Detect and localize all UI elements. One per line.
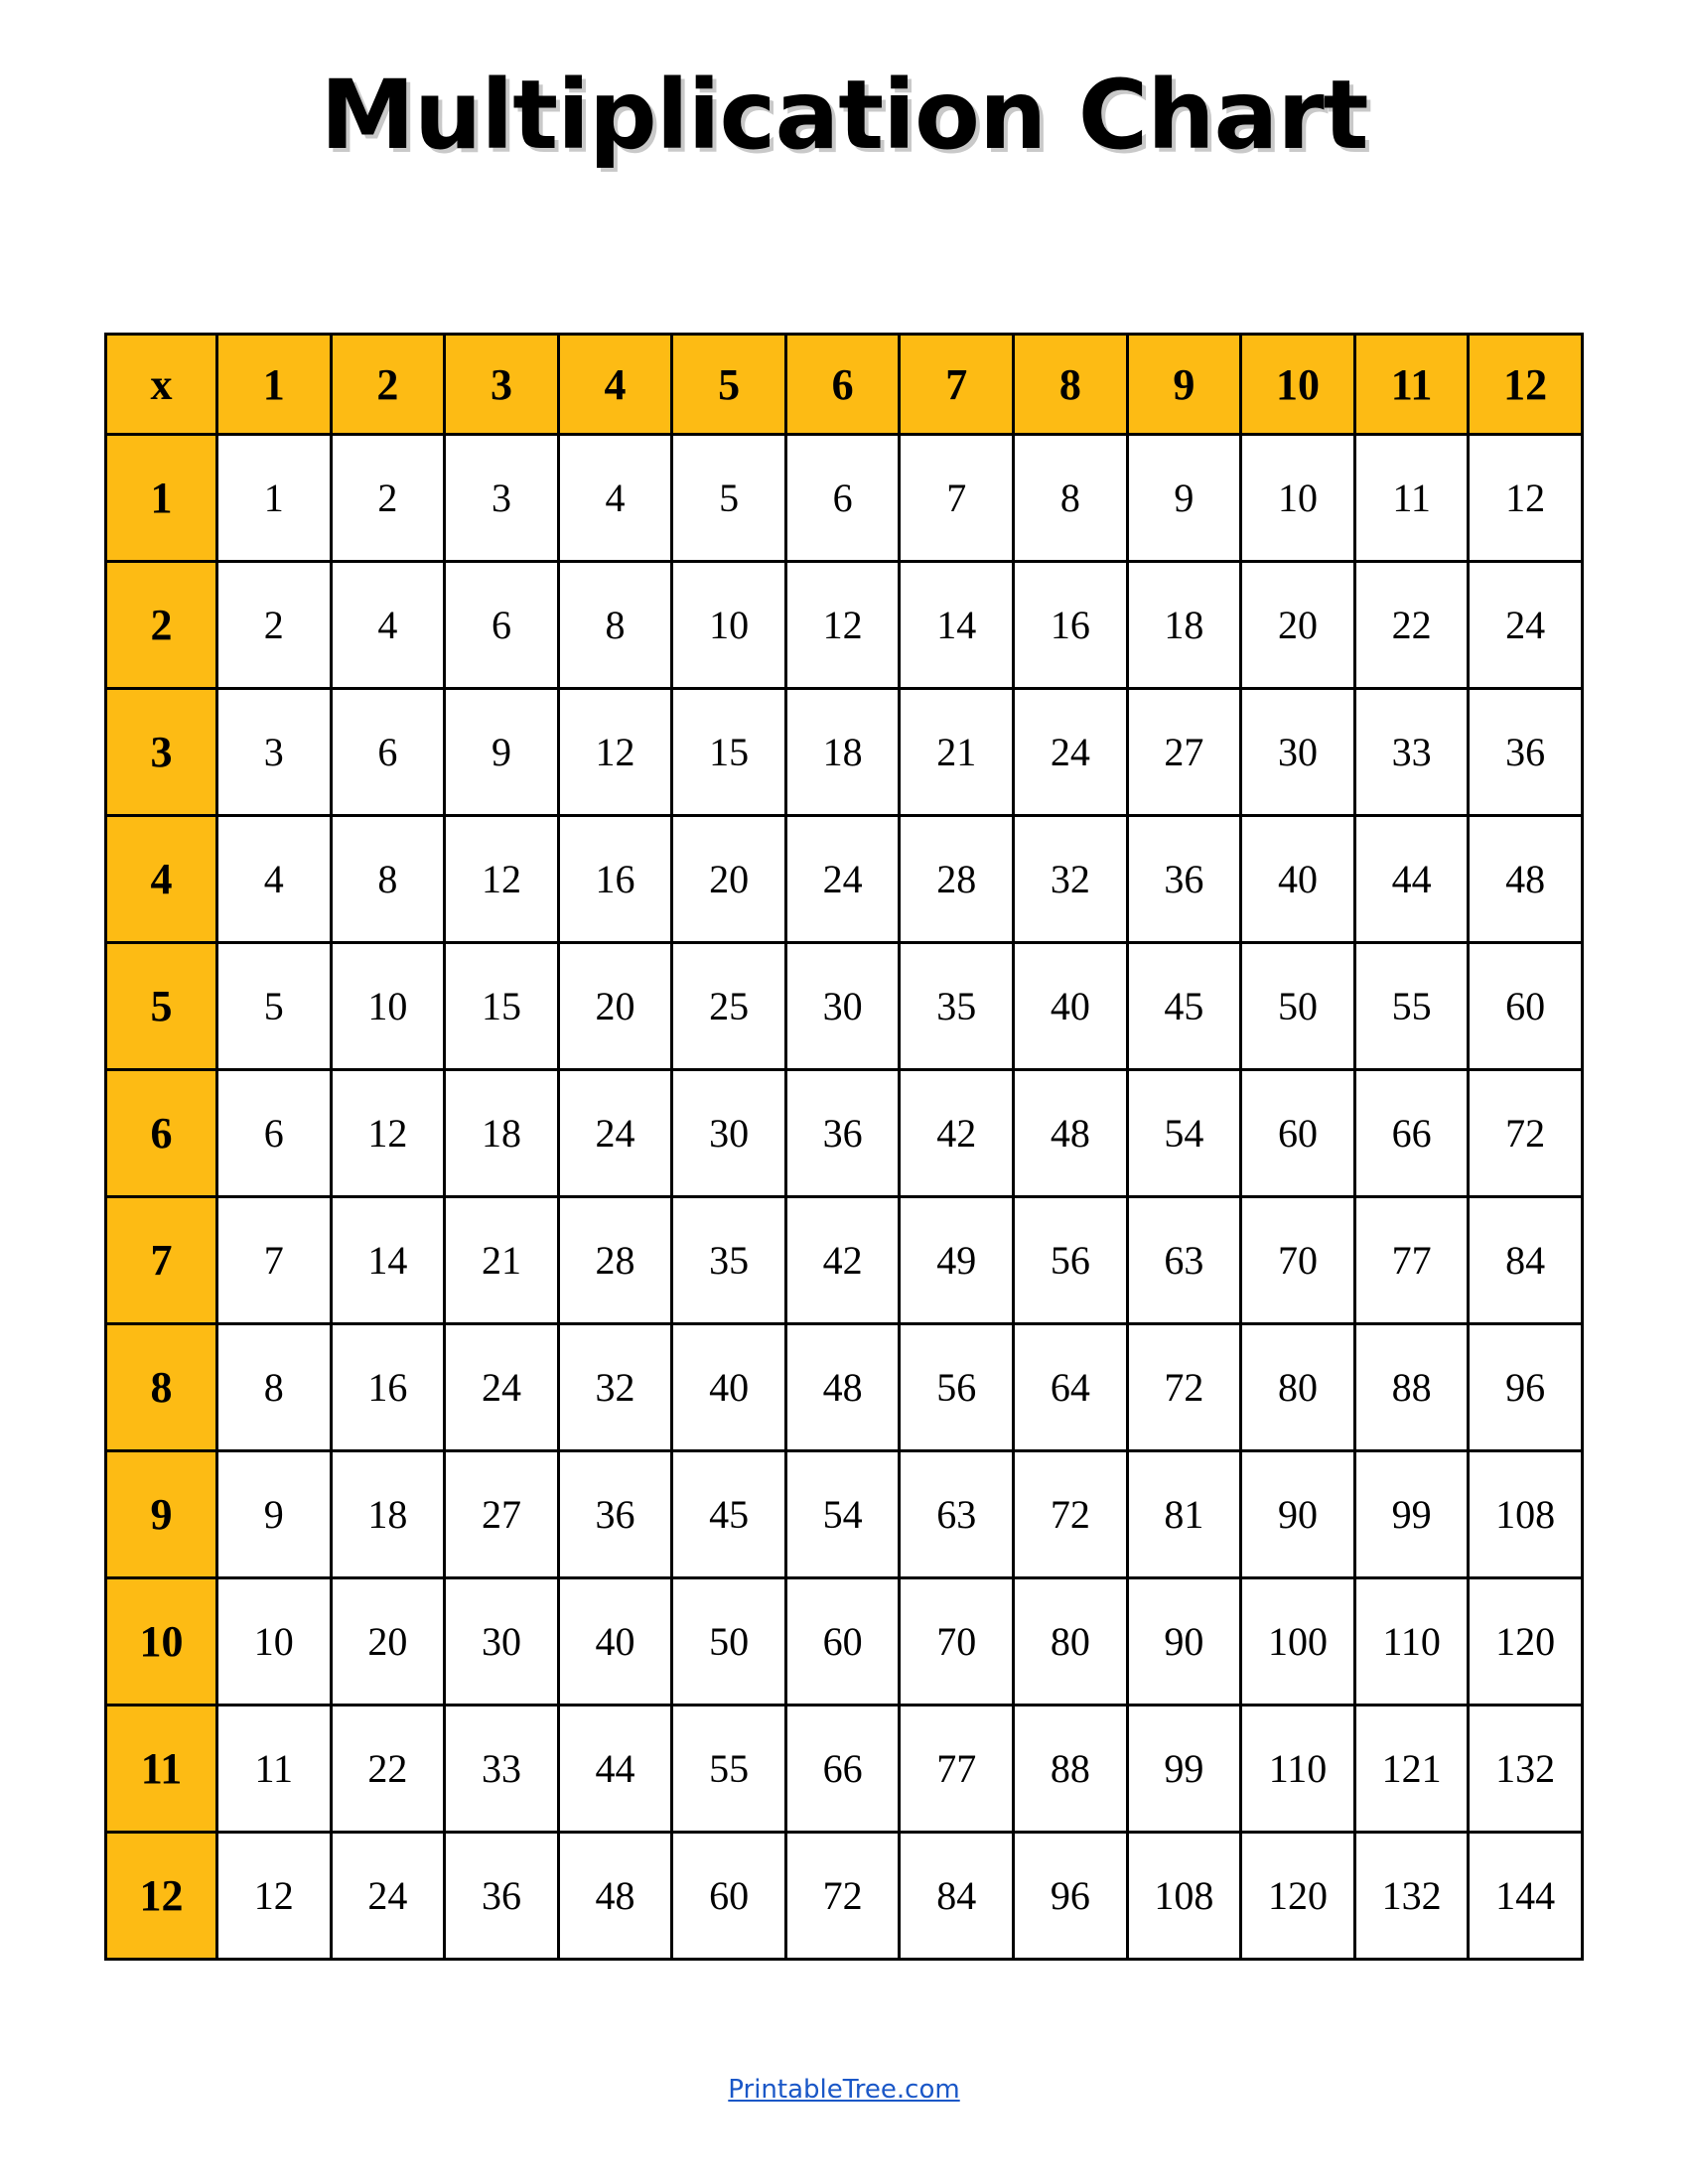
product-cell: 120 <box>1469 1578 1583 1706</box>
table-row <box>106 1324 1583 1451</box>
product-cell: 12 <box>331 1070 445 1197</box>
row-header: 9 <box>106 1451 217 1578</box>
product-cell: 132 <box>1469 1706 1583 1833</box>
product-cell: 100 <box>1241 1578 1355 1706</box>
table-row <box>106 1706 1583 1833</box>
product-cell: 21 <box>445 1197 559 1324</box>
product-cell: 42 <box>900 1070 1014 1197</box>
column-header: 1 <box>217 335 332 435</box>
table-row <box>106 689 1583 816</box>
product-cell: 44 <box>1354 816 1469 943</box>
product-cell: 84 <box>900 1833 1014 1960</box>
product-cell: 55 <box>1354 943 1469 1070</box>
product-cell: 15 <box>672 689 786 816</box>
product-cell: 72 <box>1469 1070 1583 1197</box>
product-cell: 72 <box>1014 1451 1128 1578</box>
product-cell: 90 <box>1241 1451 1355 1578</box>
product-cell: 80 <box>1014 1578 1128 1706</box>
column-header: 9 <box>1127 335 1241 435</box>
product-cell: 54 <box>1127 1070 1241 1197</box>
product-cell: 24 <box>1469 562 1583 689</box>
multiplication-table-container <box>104 333 1584 1961</box>
product-cell: 63 <box>900 1451 1014 1578</box>
product-cell: 45 <box>1127 943 1241 1070</box>
product-cell: 27 <box>1127 689 1241 816</box>
product-cell: 35 <box>900 943 1014 1070</box>
product-cell: 8 <box>331 816 445 943</box>
table-row <box>106 1070 1583 1197</box>
row-header: 7 <box>106 1197 217 1324</box>
product-cell: 110 <box>1241 1706 1355 1833</box>
product-cell: 5 <box>672 435 786 562</box>
product-cell: 88 <box>1014 1706 1128 1833</box>
product-cell: 6 <box>331 689 445 816</box>
product-cell: 24 <box>1014 689 1128 816</box>
product-cell: 20 <box>331 1578 445 1706</box>
product-cell: 77 <box>900 1706 1014 1833</box>
column-header: 12 <box>1469 335 1583 435</box>
source-link[interactable]: PrintableTree.com <box>728 2075 960 2105</box>
product-cell: 144 <box>1469 1833 1583 1960</box>
product-cell: 66 <box>785 1706 900 1833</box>
row-header: 10 <box>106 1578 217 1706</box>
column-header: 4 <box>558 335 672 435</box>
product-cell: 108 <box>1469 1451 1583 1578</box>
product-cell: 33 <box>1354 689 1469 816</box>
product-cell: 60 <box>1469 943 1583 1070</box>
product-cell: 12 <box>445 816 559 943</box>
row-header: 3 <box>106 689 217 816</box>
product-cell: 54 <box>785 1451 900 1578</box>
product-cell: 44 <box>558 1706 672 1833</box>
product-cell: 20 <box>672 816 786 943</box>
product-cell: 24 <box>558 1070 672 1197</box>
product-cell: 20 <box>1241 562 1355 689</box>
product-cell: 33 <box>445 1706 559 1833</box>
product-cell: 42 <box>785 1197 900 1324</box>
product-cell: 4 <box>217 816 332 943</box>
product-cell: 12 <box>785 562 900 689</box>
product-cell: 70 <box>900 1578 1014 1706</box>
product-cell: 10 <box>331 943 445 1070</box>
product-cell: 80 <box>1241 1324 1355 1451</box>
product-cell: 88 <box>1354 1324 1469 1451</box>
product-cell: 45 <box>672 1451 786 1578</box>
product-cell: 96 <box>1014 1833 1128 1960</box>
table-corner-cell: x <box>106 335 217 435</box>
product-cell: 121 <box>1354 1706 1469 1833</box>
row-header: 12 <box>106 1833 217 1960</box>
product-cell: 9 <box>217 1451 332 1578</box>
product-cell: 63 <box>1127 1197 1241 1324</box>
product-cell: 84 <box>1469 1197 1583 1324</box>
product-cell: 70 <box>1241 1197 1355 1324</box>
product-cell: 48 <box>1014 1070 1128 1197</box>
product-cell: 18 <box>1127 562 1241 689</box>
product-cell: 35 <box>672 1197 786 1324</box>
product-cell: 49 <box>900 1197 1014 1324</box>
product-cell: 55 <box>672 1706 786 1833</box>
product-cell: 40 <box>672 1324 786 1451</box>
product-cell: 16 <box>1014 562 1128 689</box>
product-cell: 6 <box>217 1070 332 1197</box>
product-cell: 110 <box>1354 1578 1469 1706</box>
product-cell: 96 <box>1469 1324 1583 1451</box>
product-cell: 22 <box>1354 562 1469 689</box>
product-cell: 10 <box>1241 435 1355 562</box>
product-cell: 36 <box>1469 689 1583 816</box>
product-cell: 9 <box>445 689 559 816</box>
product-cell: 120 <box>1241 1833 1355 1960</box>
product-cell: 14 <box>900 562 1014 689</box>
product-cell: 30 <box>445 1578 559 1706</box>
product-cell: 1 <box>217 435 332 562</box>
product-cell: 36 <box>558 1451 672 1578</box>
product-cell: 4 <box>331 562 445 689</box>
product-cell: 48 <box>1469 816 1583 943</box>
product-cell: 28 <box>558 1197 672 1324</box>
product-cell: 27 <box>445 1451 559 1578</box>
row-header: 11 <box>106 1706 217 1833</box>
product-cell: 6 <box>785 435 900 562</box>
table-body <box>106 435 1583 1960</box>
table-row <box>106 1833 1583 1960</box>
product-cell: 24 <box>445 1324 559 1451</box>
column-header: 11 <box>1354 335 1469 435</box>
table-row <box>106 435 1583 562</box>
product-cell: 25 <box>672 943 786 1070</box>
product-cell: 21 <box>900 689 1014 816</box>
multiplication-table <box>104 333 1584 1961</box>
column-header: 7 <box>900 335 1014 435</box>
product-cell: 32 <box>1014 816 1128 943</box>
row-header: 2 <box>106 562 217 689</box>
product-cell: 99 <box>1127 1706 1241 1833</box>
product-cell: 40 <box>558 1578 672 1706</box>
table-row <box>106 1578 1583 1706</box>
product-cell: 60 <box>1241 1070 1355 1197</box>
product-cell: 60 <box>785 1578 900 1706</box>
row-header: 5 <box>106 943 217 1070</box>
product-cell: 30 <box>672 1070 786 1197</box>
product-cell: 48 <box>558 1833 672 1960</box>
product-cell: 30 <box>785 943 900 1070</box>
product-cell: 40 <box>1241 816 1355 943</box>
column-header: 8 <box>1014 335 1128 435</box>
product-cell: 24 <box>785 816 900 943</box>
product-cell: 10 <box>217 1578 332 1706</box>
product-cell: 48 <box>785 1324 900 1451</box>
product-cell: 108 <box>1127 1833 1241 1960</box>
table-row <box>106 1197 1583 1324</box>
column-header: 10 <box>1241 335 1355 435</box>
product-cell: 11 <box>1354 435 1469 562</box>
product-cell: 30 <box>1241 689 1355 816</box>
column-header: 5 <box>672 335 786 435</box>
row-header: 8 <box>106 1324 217 1451</box>
product-cell: 66 <box>1354 1070 1469 1197</box>
product-cell: 12 <box>558 689 672 816</box>
product-cell: 60 <box>672 1833 786 1960</box>
product-cell: 14 <box>331 1197 445 1324</box>
product-cell: 4 <box>558 435 672 562</box>
product-cell: 11 <box>217 1706 332 1833</box>
product-cell: 72 <box>785 1833 900 1960</box>
table-header <box>106 335 1583 435</box>
product-cell: 6 <box>445 562 559 689</box>
product-cell: 20 <box>558 943 672 1070</box>
product-cell: 36 <box>785 1070 900 1197</box>
product-cell: 50 <box>1241 943 1355 1070</box>
product-cell: 8 <box>217 1324 332 1451</box>
row-header: 4 <box>106 816 217 943</box>
row-header: 6 <box>106 1070 217 1197</box>
column-header: 3 <box>445 335 559 435</box>
product-cell: 81 <box>1127 1451 1241 1578</box>
product-cell: 12 <box>1469 435 1583 562</box>
product-cell: 2 <box>331 435 445 562</box>
table-row <box>106 562 1583 689</box>
product-cell: 15 <box>445 943 559 1070</box>
product-cell: 18 <box>445 1070 559 1197</box>
product-cell: 36 <box>445 1833 559 1960</box>
product-cell: 56 <box>1014 1197 1128 1324</box>
product-cell: 28 <box>900 816 1014 943</box>
product-cell: 22 <box>331 1706 445 1833</box>
product-cell: 16 <box>331 1324 445 1451</box>
product-cell: 2 <box>217 562 332 689</box>
product-cell: 16 <box>558 816 672 943</box>
product-cell: 9 <box>1127 435 1241 562</box>
table-row <box>106 816 1583 943</box>
product-cell: 72 <box>1127 1324 1241 1451</box>
product-cell: 8 <box>558 562 672 689</box>
product-cell: 18 <box>331 1451 445 1578</box>
product-cell: 36 <box>1127 816 1241 943</box>
product-cell: 40 <box>1014 943 1128 1070</box>
product-cell: 77 <box>1354 1197 1469 1324</box>
footer <box>0 2075 1688 2105</box>
column-header: 2 <box>331 335 445 435</box>
product-cell: 3 <box>217 689 332 816</box>
product-cell: 18 <box>785 689 900 816</box>
product-cell: 7 <box>217 1197 332 1324</box>
table-row <box>106 1451 1583 1578</box>
column-header: 6 <box>785 335 900 435</box>
table-row <box>106 943 1583 1070</box>
product-cell: 90 <box>1127 1578 1241 1706</box>
product-cell: 32 <box>558 1324 672 1451</box>
product-cell: 8 <box>1014 435 1128 562</box>
row-header: 1 <box>106 435 217 562</box>
product-cell: 3 <box>445 435 559 562</box>
product-cell: 10 <box>672 562 786 689</box>
product-cell: 50 <box>672 1578 786 1706</box>
page-title: Multiplication Chart <box>320 60 1368 171</box>
product-cell: 7 <box>900 435 1014 562</box>
product-cell: 12 <box>217 1833 332 1960</box>
product-cell: 64 <box>1014 1324 1128 1451</box>
product-cell: 24 <box>331 1833 445 1960</box>
product-cell: 56 <box>900 1324 1014 1451</box>
product-cell: 5 <box>217 943 332 1070</box>
product-cell: 132 <box>1354 1833 1469 1960</box>
product-cell: 99 <box>1354 1451 1469 1578</box>
table-header-row <box>106 335 1583 435</box>
